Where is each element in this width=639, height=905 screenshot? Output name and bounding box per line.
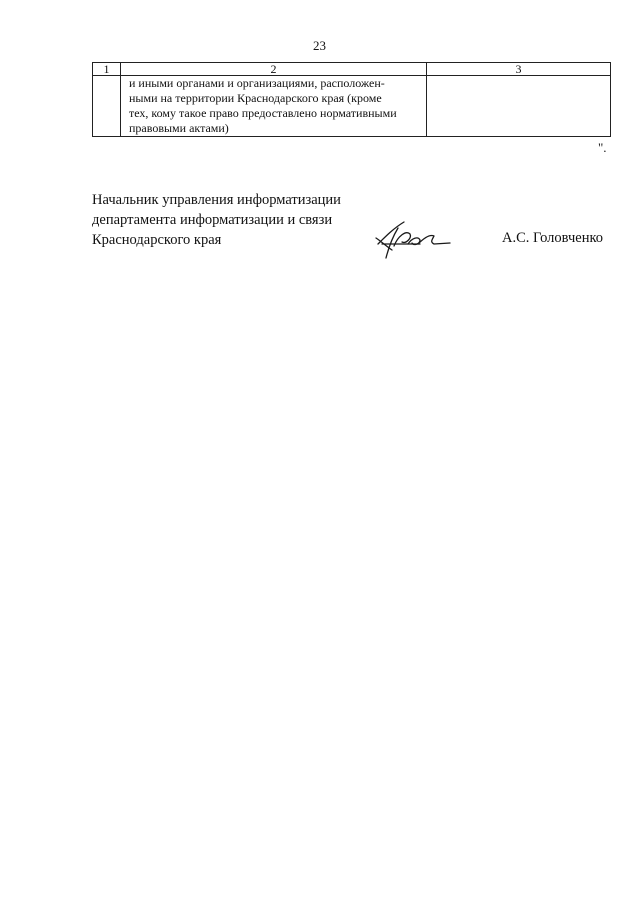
cell-text-line: ными на территории Краснодарского края (кроме [129, 91, 382, 105]
signer-position-line: департамента информатизации и связи [92, 212, 333, 228]
page-number: 23 [313, 38, 326, 53]
cell-text-line: и иными органами и организациями, расположен- [129, 76, 385, 90]
table-cell-col-1 [93, 76, 121, 137]
table-row [93, 76, 611, 137]
signer-position [92, 190, 341, 250]
handwritten-signature [372, 214, 454, 262]
signer-name: А.С. Головченко [502, 230, 604, 246]
cell-text-line: правовыми актами) [129, 121, 229, 135]
document-table [92, 62, 611, 137]
table-cell-col-2 [121, 76, 427, 137]
cell-text-line: тех, кому такое право предоставлено нормативными [129, 106, 397, 120]
signer-position-line: Начальник управления информатизации [92, 192, 341, 208]
closing-quote: ". [598, 140, 607, 155]
table-cell-col-3 [427, 76, 611, 137]
signer-position-line: Краснодарского края [92, 232, 222, 248]
table-header-col-2: 2 [121, 63, 427, 76]
table-header-row [93, 63, 611, 76]
table-header-col-1: 1 [93, 63, 121, 76]
table-header-col-3: 3 [427, 63, 611, 76]
